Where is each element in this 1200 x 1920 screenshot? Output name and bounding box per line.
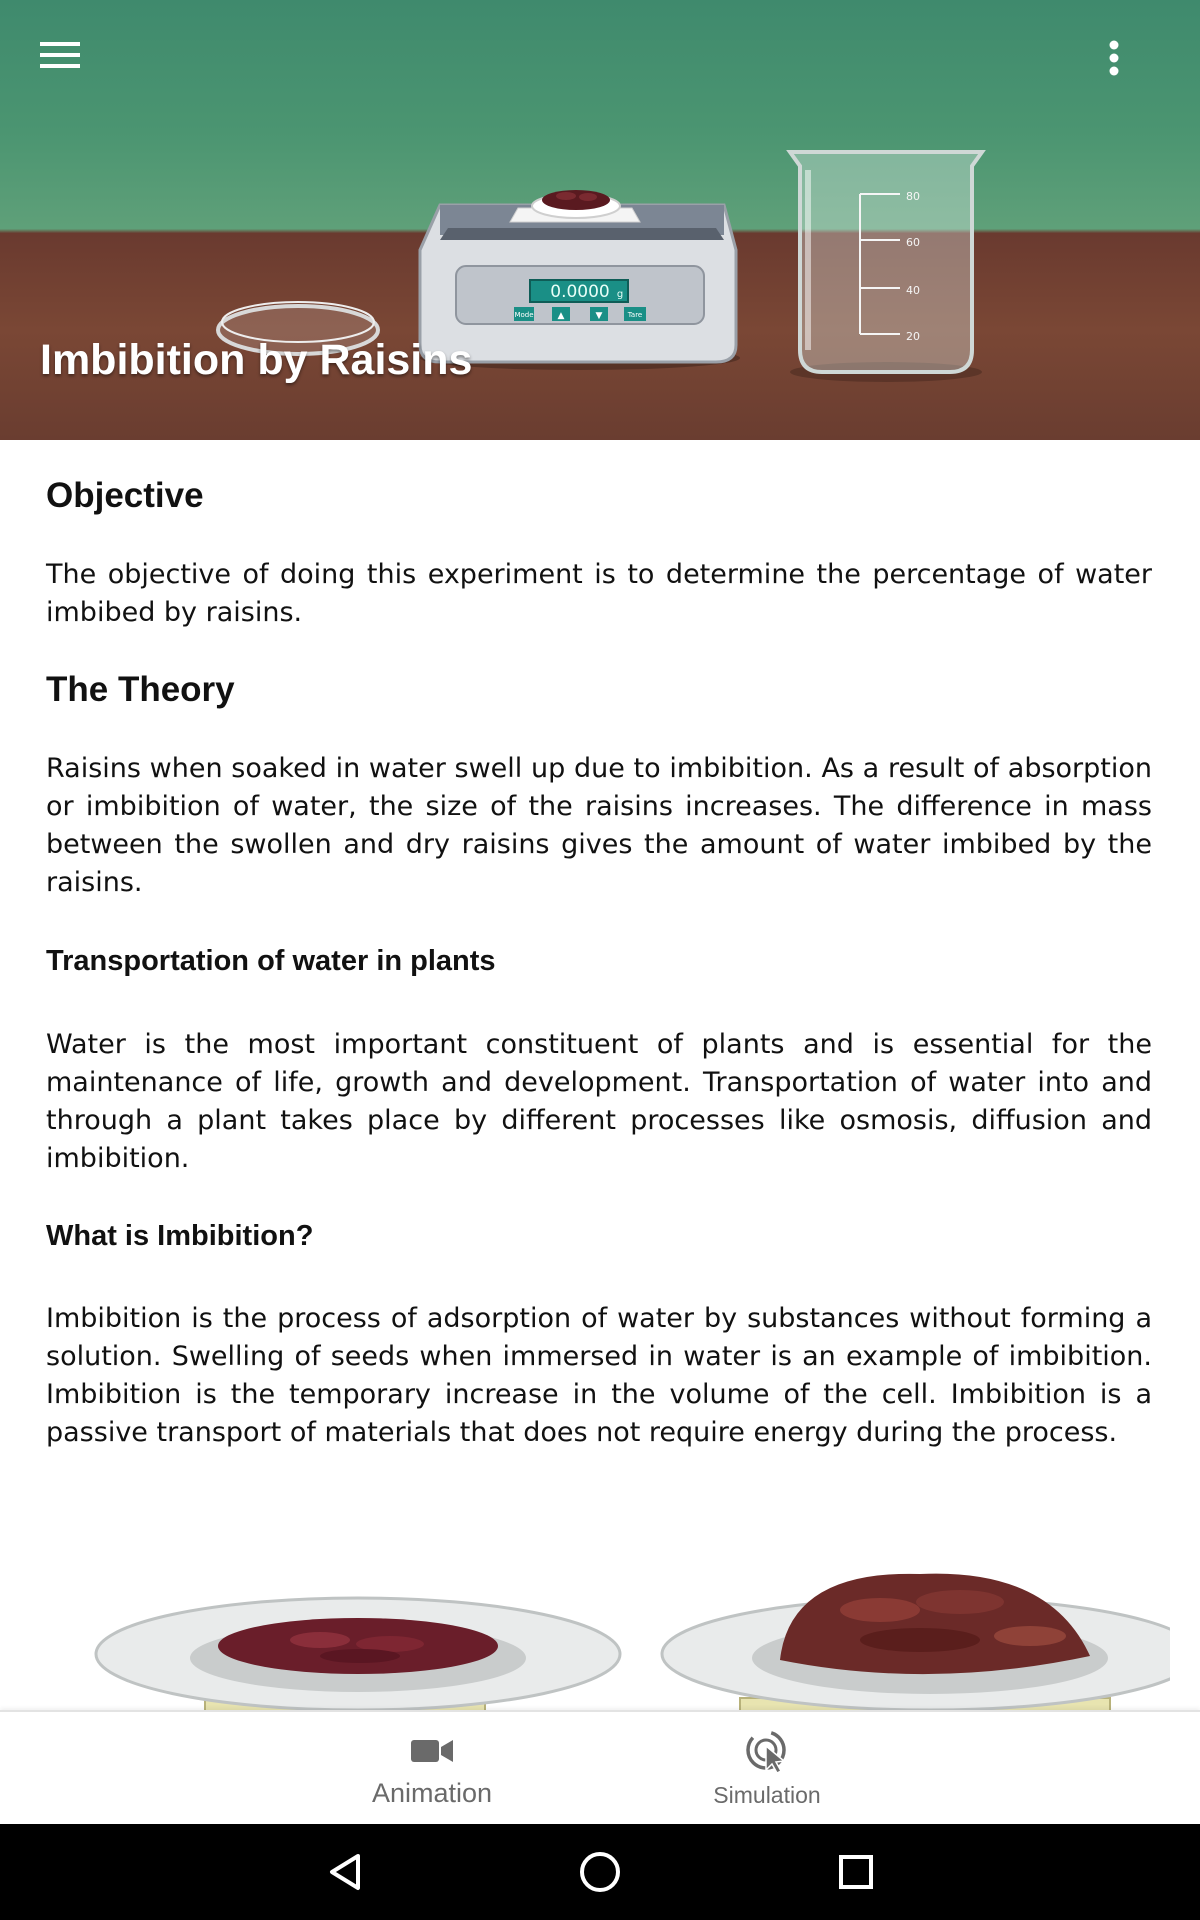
objective-text: The objective of doing this experiment is to determine the percentage of water imbibed by raisins. (46, 559, 1152, 628)
beaker-mark-80: 80 (906, 190, 920, 203)
header-banner (0, 0, 1200, 440)
recents-square-icon[interactable] (826, 1842, 886, 1902)
scale-unit: g (616, 289, 624, 300)
raisin-plates-illustration (0, 1540, 1200, 1710)
transport-heading: Transportation of water in plants (46, 945, 496, 977)
touch-cursor-icon (744, 1728, 790, 1774)
imbibition-text: Imbibition is the process of adsorption of water by substances without forming a solution. Swelling of seeds when immersed in water is an example of imbibition. Imbibition is the temporary increase in the volume of the cell. Imbibition is a passive transport of materials that does not require energy during the process. (46, 1303, 1152, 1448)
dry-raisins-plate (96, 1598, 620, 1710)
scale-reading: 0.0000 (550, 282, 610, 302)
beaker-mark-40: 40 (906, 284, 920, 297)
nav-animation-button[interactable] (322, 1712, 542, 1826)
beaker-mark-20: 20 (906, 330, 920, 343)
nav-simulation-label: Simulation (713, 1782, 821, 1808)
objective-heading: Objective (46, 476, 204, 515)
theory-heading: The Theory (46, 670, 235, 709)
beaker (790, 152, 982, 382)
nav-simulation-button[interactable] (657, 1712, 877, 1826)
theory-text: Raisins when soaked in water swell up due to imbibition. As a result of absorption or imbibition of water, the size of the raisins increases. The difference in mass between the swollen and dry raisins gives the amount of water imbibed by the raisins. (46, 753, 1152, 898)
swollen-raisins-plate (662, 1574, 1198, 1710)
back-triangle-icon[interactable] (314, 1842, 374, 1902)
home-circle-icon[interactable] (570, 1842, 630, 1902)
bottom-navigation (0, 1710, 1200, 1826)
nav-animation-label: Animation (371, 1778, 493, 1808)
hamburger-menu-icon[interactable] (40, 40, 104, 104)
transport-text: Water is the most important constituent of plants and is essential for the maintenance of life, growth and development. Transportation of water into and through a plant takes place by different processes like osmosis, diffusion and imbibition. (46, 1029, 1152, 1174)
scale-button-tare: Tare (627, 311, 643, 319)
scale-button-up: ▲ (557, 311, 565, 321)
beaker-mark-60: 60 (906, 236, 920, 249)
scale-button-mode: Mode (514, 311, 534, 319)
more-vertical-icon[interactable] (1108, 40, 1172, 104)
video-camera-icon (411, 1728, 453, 1774)
scale-button-down: ▼ (595, 311, 603, 321)
page-title: Imbibition by Raisins (40, 336, 473, 384)
imbibition-heading: What is Imbibition? (46, 1220, 314, 1252)
system-navigation-bar (0, 1824, 1200, 1920)
